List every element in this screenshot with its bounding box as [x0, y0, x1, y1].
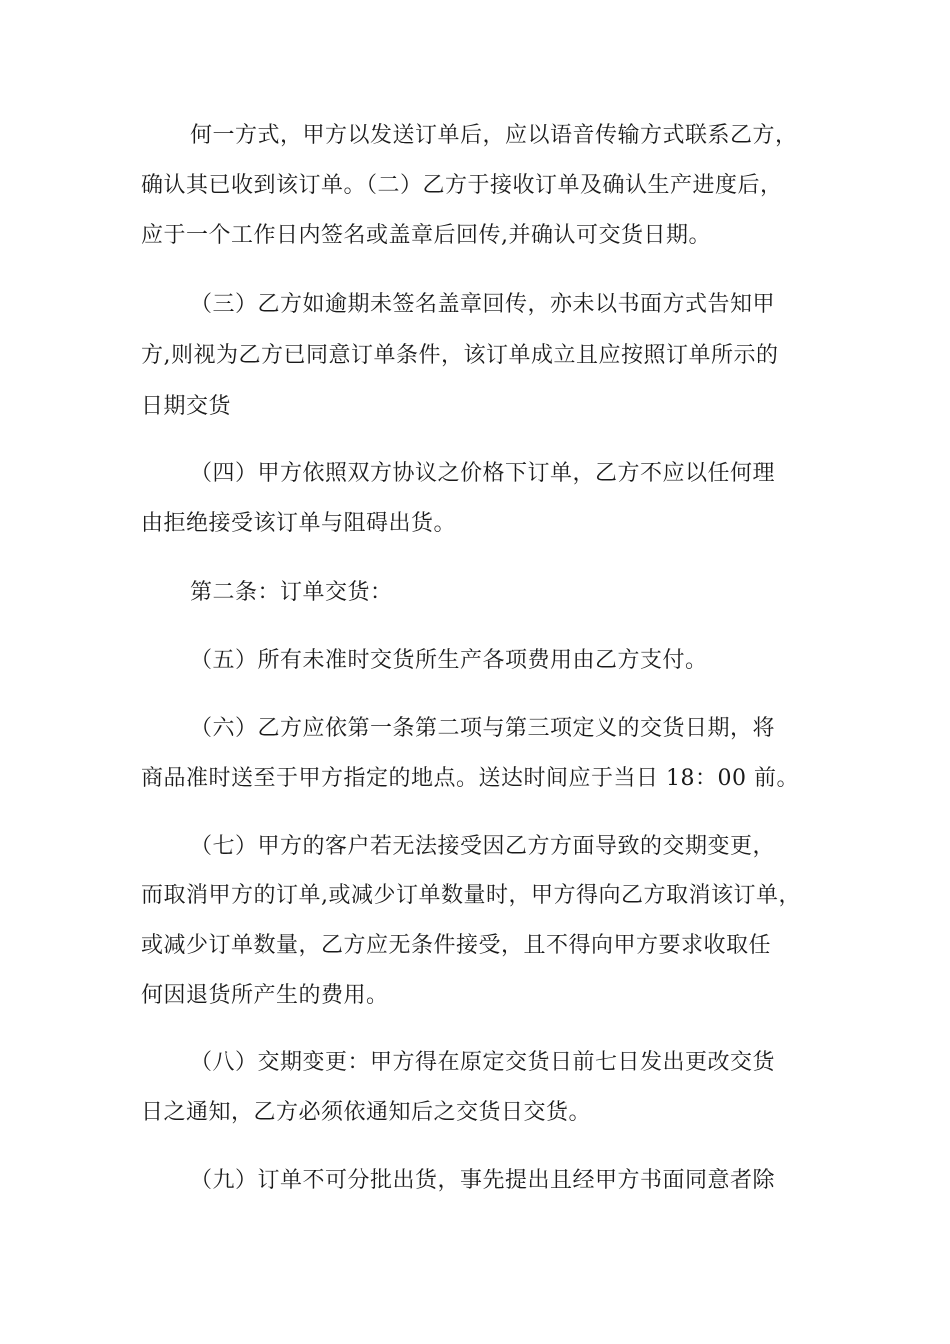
text-line: 应于一个工作日内签名或盖章后回传,并确认可交货日期。	[141, 223, 711, 248]
text-line: （三）乙方如逾期未签名盖章回传，亦未以书面方式告知甲	[190, 292, 776, 317]
text-line: （六）乙方应依第一条第二项与第三项定义的交货日期，将	[190, 716, 776, 741]
text-line: （七）甲方的客户若无法接受因乙方方面导致的交期变更，	[190, 834, 776, 859]
text-line: 日之通知，乙方必须依通知后之交货日交货。	[141, 1100, 592, 1125]
text-line: 何一方式，甲方以发送订单后，应以语音传输方式联系乙方，	[190, 123, 798, 148]
text-line: （五）所有未准时交货所生产各项费用由乙方支付。	[190, 648, 708, 673]
text-line: 何因退货所产生的费用。	[141, 983, 389, 1008]
text-line: （八）交期变更：甲方得在原定交货日前七日发出更改交货	[190, 1050, 776, 1075]
text-line: 方,则视为乙方已同意订单条件，该订单成立且应按照订单所示的	[141, 343, 779, 368]
text-line: （九）订单不可分批出货，事先提出且经甲方书面同意者除	[190, 1168, 776, 1193]
text-line: 由拒绝接受该订单与阻碍出货。	[141, 511, 457, 536]
text-line: 商品准时送至于甲方指定的地点。送达时间应于当日 18：00 前。	[141, 766, 799, 791]
text-line: 而取消甲方的订单,或减少订单数量时，甲方得向乙方取消该订单，	[141, 883, 801, 908]
text-line: 或减少订单数量，乙方应无条件接受，且不得向甲方要求收取任	[141, 933, 772, 958]
text-line: 确认其已收到该订单。（二）乙方于接收订单及确认生产进度后，	[141, 173, 783, 198]
text-line: 日期交货	[141, 394, 232, 419]
text-line: （四）甲方依照双方协议之价格下订单，乙方不应以任何理	[190, 461, 776, 486]
section-heading: 第二条：订单交货：	[190, 580, 393, 605]
